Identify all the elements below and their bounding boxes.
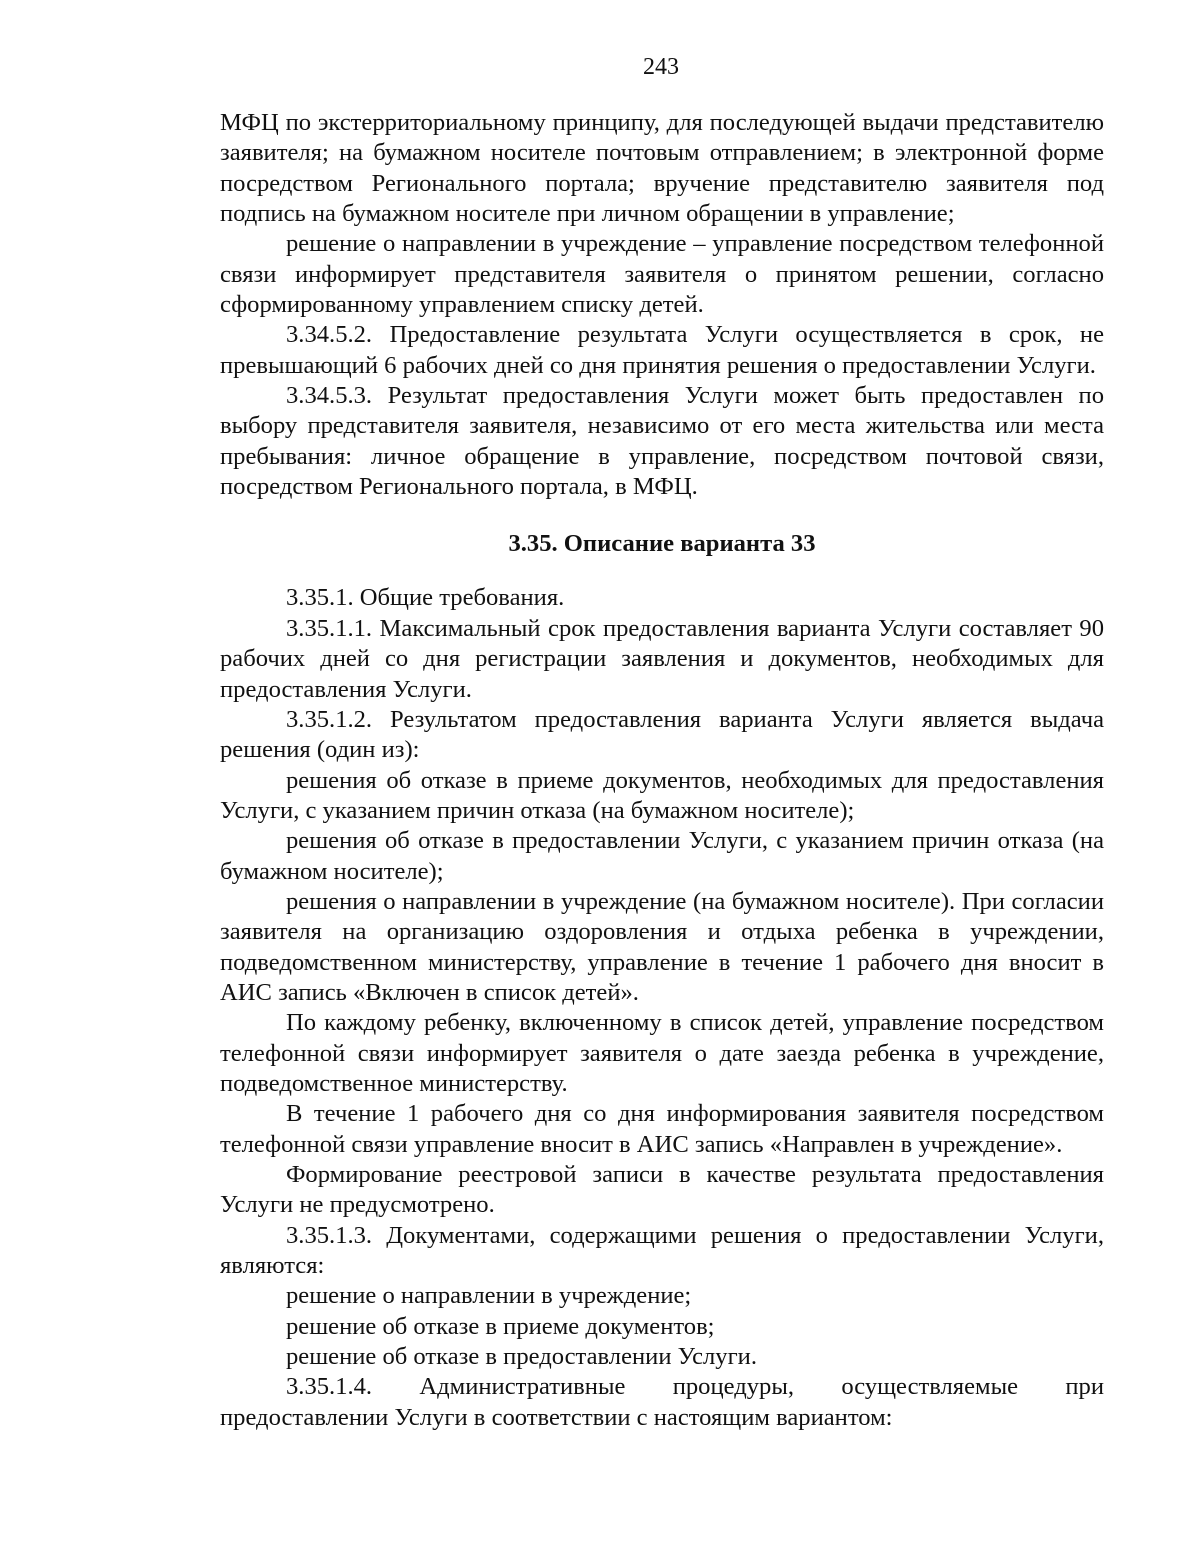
- paragraph-3-34-5-3: 3.34.5.3. Результат предоставления Услуги может быть предоставлен по выбору представителя заявителя, независимо от его места жительства или места пребывания: личное обращение в управление, посредством почтовой связи, посредством Регионального портала, в МФЦ.: [220, 382, 1104, 501]
- list-item-refusal-acceptance: решение об отказе в приеме документов;: [286, 1312, 715, 1340]
- paragraph-child-list: По каждому ребенку, включенному в список детей, управление посредством телефонной связи информирует заявителя о дате заезда ребенка в учреждение, подведомственное министерству.: [220, 1009, 1104, 1097]
- paragraph-ais-record: В течение 1 рабочего дня со дня информирования заявителя посредством телефонной связи управление вносит в АИС запись «Направлен в учреждение».: [220, 1100, 1104, 1158]
- page-number: 243: [643, 54, 679, 80]
- paragraph-3-35-1-2: 3.35.1.2. Результатом предоставления варианта Услуги является выдача решения (один из):: [220, 705, 1104, 764]
- list-item-referral: решение о направлении в учреждение;: [286, 1282, 692, 1310]
- document-body: [220, 108, 1104, 1433]
- paragraph-refusal-service: решения об отказе в предоставлении Услуги, с указанием причин отказа (на бумажном носителе);: [220, 827, 1104, 885]
- paragraph-referral-decision: решения о направлении в учреждение (на бумажном носителе). При согласии заявителя на организацию оздоровления и отдыха ребенка в учреждении, подведомственном министерству, управление в течение 1 рабочего дня вносит в АИС запись «Включен в список детей».: [220, 887, 1104, 1006]
- paragraph-3-35-1: 3.35.1. Общие требования.: [286, 584, 565, 612]
- paragraph-delivery-methods: МФЦ по экстерриториальному принципу, для последующей выдачи представителю заявителя; на бумажном носителе почтовым отправлением; в электронной форме посредством Регионального портала; вручение представителю заявителя под подпись на бумажном носителе при личном обращении в управление;: [220, 109, 1104, 228]
- paragraph-decision-referral: решение о направлении в учреждение – управление посредством телефонной связи информирует представителя заявителя о принятом решении, согласно сформированному управлением списку детей.: [220, 230, 1104, 319]
- paragraph-3-35-1-3: 3.35.1.3. Документами, содержащими решения о предоставлении Услуги, являются:: [220, 1221, 1104, 1280]
- paragraph-3-34-5-2: 3.34.5.2. Предоставление результата Услуги осуществляется в срок, не превышающий 6 рабочих дней со дня принятия решения о предоставлении Услуги.: [220, 321, 1104, 379]
- paragraph-registry-record: Формирование реестровой записи в качестве результата предоставления Услуги не предусмотрено.: [220, 1161, 1104, 1219]
- section-heading: 3.35. Описание варианта 33: [508, 530, 816, 558]
- paragraph-refusal-acceptance: решения об отказе в приеме документов, необходимых для предоставления Услуги, с указанием причин отказа (на бумажном носителе);: [220, 766, 1104, 824]
- paragraph-3-35-1-4: 3.35.1.4. Административные процедуры, осуществляемые при предоставлении Услуги в соответствии с настоящим вариантом:: [220, 1373, 1104, 1431]
- paragraph-3-35-1-1: 3.35.1.1. Максимальный срок предоставления варианта Услуги составляет 90 рабочих дней со дня регистрации заявления и документов, необходимых для предоставления Услуги.: [220, 614, 1104, 703]
- list-item-refusal-service: решение об отказе в предоставлении Услуги.: [286, 1343, 757, 1371]
